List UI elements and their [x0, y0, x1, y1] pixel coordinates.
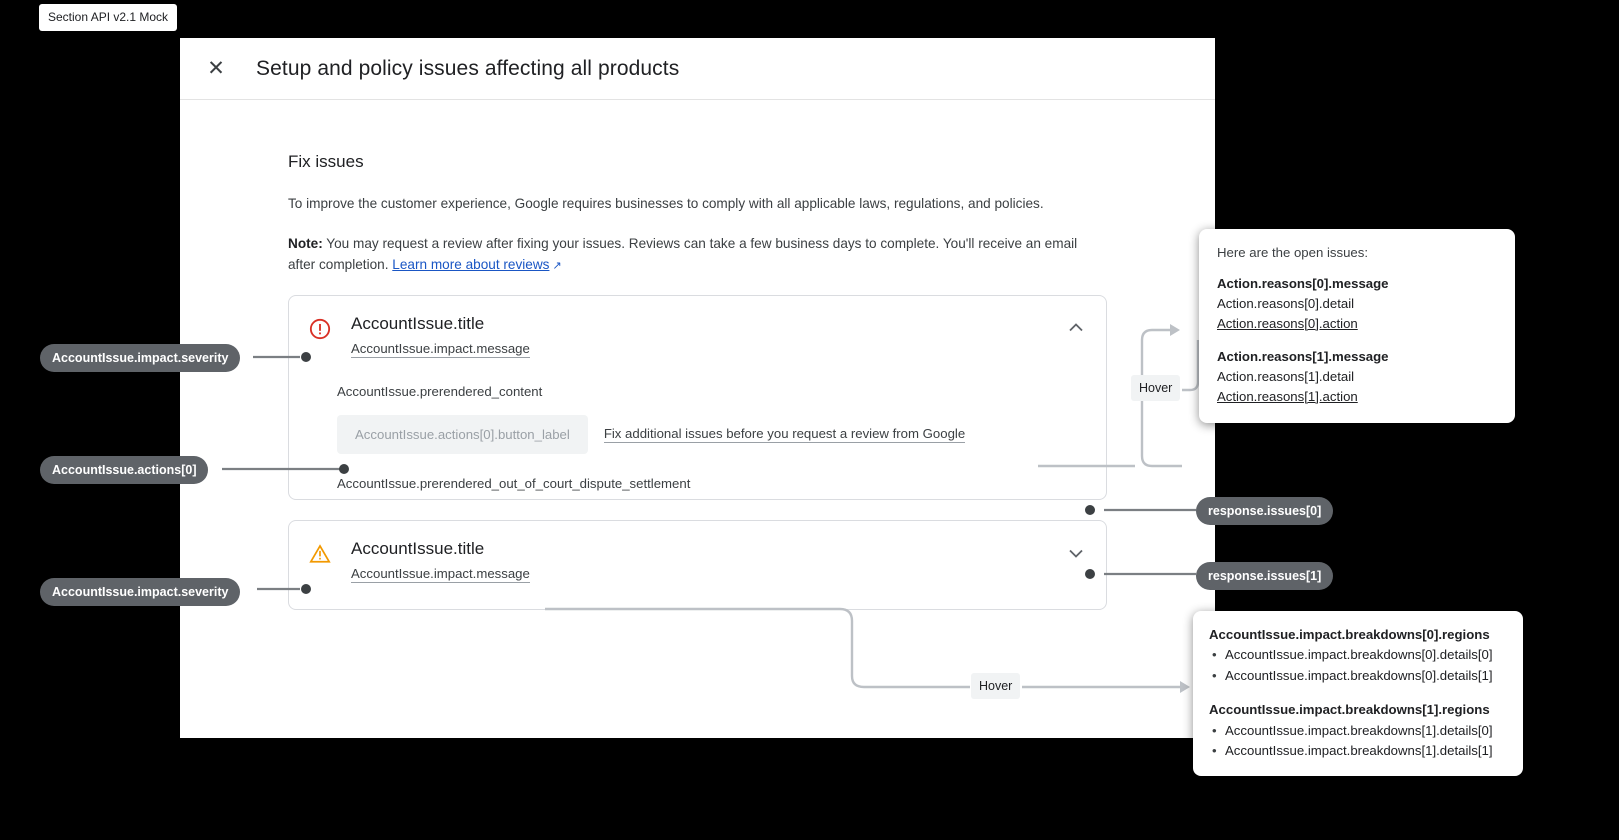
reason-action-link[interactable]: Action.reasons[1].action: [1217, 388, 1358, 404]
list-item: • AccountIssue.impact.breakdowns[1].details[1]: [1209, 741, 1507, 761]
note-text: You may request a review after fixing your issues. Reviews can take a few business days to complete. You'll receive an email after completion.: [288, 236, 1078, 272]
section-heading: Fix issues: [288, 152, 364, 171]
request-review-button[interactable]: AccountIssue.actions[0].button_label: [337, 415, 588, 454]
fix-additional-issues-note: Fix additional issues before you request a review from Google: [603, 425, 966, 441]
close-icon[interactable]: ✕: [196, 49, 236, 89]
list-item: • AccountIssue.impact.breakdowns[1].details[0]: [1209, 721, 1507, 741]
breakdown-details-list: [1209, 645, 1507, 686]
issue-card: [288, 520, 1107, 610]
hover-chip: Hover: [1131, 375, 1180, 401]
breakdown-regions: AccountIssue.impact.breakdowns[1].regions: [1209, 702, 1490, 718]
callout-severity-1: AccountIssue.impact.severity: [40, 578, 240, 606]
issue-card-texts: [351, 539, 530, 582]
breakdown-regions: AccountIssue.impact.breakdowns[0].regions: [1209, 627, 1490, 642]
note-paragraph: [288, 234, 1106, 275]
warning-triangle-icon: [309, 543, 331, 565]
issues-dialog: [180, 38, 1215, 738]
breakdown-group: [1209, 625, 1507, 686]
issue-impact-message[interactable]: AccountIssue.impact.message: [351, 565, 530, 581]
error-circle-icon: [309, 318, 331, 340]
callout-severity-0: AccountIssue.impact.severity: [40, 344, 240, 372]
issue-card: [288, 295, 1107, 500]
breakdown-group: [1209, 700, 1507, 761]
open-issues-tooltip: [1199, 229, 1515, 423]
chevron-down-icon[interactable]: [1064, 541, 1088, 565]
issue-card-header: [309, 314, 1086, 357]
list-item: • AccountIssue.impact.breakdowns[0].details[1]: [1209, 666, 1507, 686]
dialog-header: [180, 38, 1215, 100]
issue-title: AccountIssue.title: [351, 539, 485, 559]
reason-detail: Action.reasons[1].detail: [1217, 369, 1355, 385]
issue-action-row: [337, 415, 1086, 454]
note-label: Note:: [288, 236, 323, 252]
issue-prerendered-content: AccountIssue.prerendered_content: [337, 383, 543, 399]
external-link-icon[interactable]: ↗︎: [549, 259, 562, 272]
callout-issue-0: response.issues[0]: [1196, 497, 1333, 525]
reason-group: [1217, 274, 1497, 333]
chevron-up-icon[interactable]: [1064, 316, 1088, 340]
list-item: • AccountIssue.impact.breakdowns[0].details[0]: [1209, 645, 1507, 665]
learn-more-link[interactable]: Learn more about reviews: [392, 256, 550, 272]
dialog-body: [180, 100, 1215, 610]
mock-version-tag: Section API v2.1 Mock: [39, 4, 177, 31]
hover-chip: Hover: [971, 673, 1020, 699]
issue-title: AccountIssue.title: [351, 314, 485, 334]
impact-breakdowns-tooltip: [1193, 611, 1523, 776]
intro-paragraph: To improve the customer experience, Google requires businesses to comply with all applicable laws, regulations, and policies.: [288, 196, 1044, 211]
callout-issue-1: response.issues[1]: [1196, 562, 1333, 590]
reason-action-link[interactable]: Action.reasons[0].action: [1217, 315, 1358, 331]
reason-detail: Action.reasons[0].detail: [1217, 295, 1355, 311]
reason-message: Action.reasons[0].message: [1217, 276, 1389, 291]
reason-message: Action.reasons[1].message: [1217, 349, 1389, 365]
issue-out-of-court-settlement: AccountIssue.prerendered_out_of_court_dispute_settlement: [337, 475, 691, 491]
tooltip-lead: Here are the open issues:: [1217, 245, 1369, 260]
callout-actions-0: AccountIssue.actions[0]: [40, 456, 208, 484]
issue-card-header: [309, 539, 1086, 582]
breakdown-details-list: [1209, 721, 1507, 762]
issue-impact-message[interactable]: AccountIssue.impact.message: [351, 340, 530, 356]
issue-card-texts: [351, 314, 530, 357]
reason-group: [1217, 347, 1497, 406]
page-title: Setup and policy issues affecting all products: [256, 56, 680, 80]
